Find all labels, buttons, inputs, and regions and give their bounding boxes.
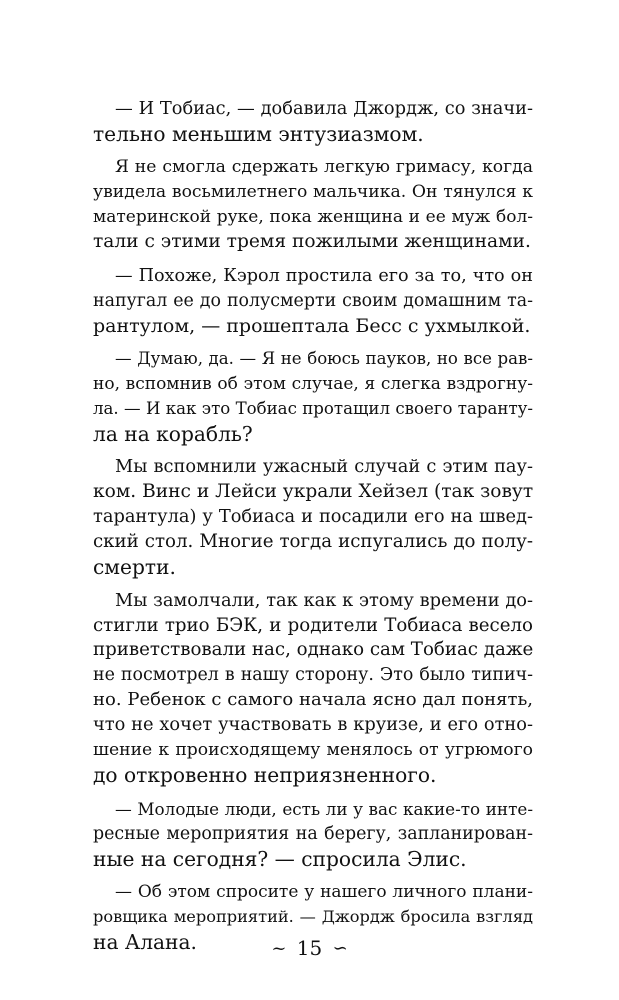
text-line: приветствовали нас, однако сам Тобиас даже bbox=[93, 639, 534, 661]
text-line: Мы замолчали, так как к этому времени до- bbox=[115, 589, 533, 611]
page-number bbox=[0, 936, 619, 961]
text-line: — Думаю, да. — Я не боюсь пауков, но все рав- bbox=[115, 349, 533, 369]
text-line: смерти. bbox=[93, 555, 176, 580]
text-line: но, вспомнив об этом случае, я слегка вздрогну- bbox=[93, 374, 533, 395]
text-line: ресные мероприятия на берегу, запланирован- bbox=[93, 823, 533, 844]
text-line: ла на корабль? bbox=[93, 421, 253, 446]
text-line: ком. Винс и Лейси украли Хейзел (так зовут bbox=[93, 481, 534, 503]
text-line: шение к происходящему менялось от угрюмого bbox=[93, 740, 533, 761]
text-line: ные на сегодня? — спросила Элис. bbox=[93, 846, 467, 871]
folio-right-ornament-icon: ∽ bbox=[332, 938, 348, 959]
text-line: стигли трио БЭК, и родители Тобиаса весело bbox=[93, 614, 533, 636]
page-number-value: 15 bbox=[296, 936, 323, 960]
text-line: не посмотрел в нашу сторону. Это было типич- bbox=[93, 665, 533, 686]
folio-left-ornament-icon: ~ bbox=[271, 938, 287, 959]
text-line: ровщика мероприятий. — Джордж бросила взгляд bbox=[93, 906, 533, 926]
text-line: Я не смогла сдержать легкую гримасу, когда bbox=[115, 157, 533, 178]
text-line: тельно меньшим энтузиазмом. bbox=[93, 121, 424, 146]
text-line: тали с этими тремя пожилыми женщинами. bbox=[93, 231, 531, 253]
text-line: что не хочет участвовать в круизе, и его отно- bbox=[93, 714, 533, 736]
text-line: рантулом, — прошептала Бесс с ухмылкой. bbox=[93, 314, 531, 337]
text-line: на Алана. bbox=[93, 929, 197, 954]
text-line: материнской руке, пока женщина и ее муж бол- bbox=[93, 207, 533, 228]
text-line: — Похоже, Кэрол простила его за то, что он bbox=[115, 265, 533, 286]
text-line: ский стол. Многие тогда испугались до полу- bbox=[93, 531, 533, 553]
page-text bbox=[93, 97, 533, 955]
text-line: увидела восьмилетнего мальчика. Он тянулся к bbox=[93, 182, 533, 203]
text-line: тарантула) у Тобиаса и посадили его на швед- bbox=[93, 506, 533, 528]
text-line: но. Ребенок с самого начала ясно дал понять, bbox=[93, 689, 533, 711]
text-line: — Молодые люди, есть ли у вас какие-то инте- bbox=[115, 798, 533, 819]
text-line: Мы вспомнили ужасный случай с этим пау- bbox=[115, 456, 533, 478]
text-line: — Об этом спросите у нашего личного плани- bbox=[115, 882, 533, 903]
text-line: — И Тобиас, — добавила Джордж, со значи- bbox=[115, 98, 533, 119]
text-line: до откровенно неприязненного. bbox=[93, 763, 437, 788]
text-line: напугал ее до полусмерти своим домашним та- bbox=[93, 290, 533, 311]
text-line: ла. — И как это Тобиас протащил своего таранту- bbox=[93, 398, 533, 418]
